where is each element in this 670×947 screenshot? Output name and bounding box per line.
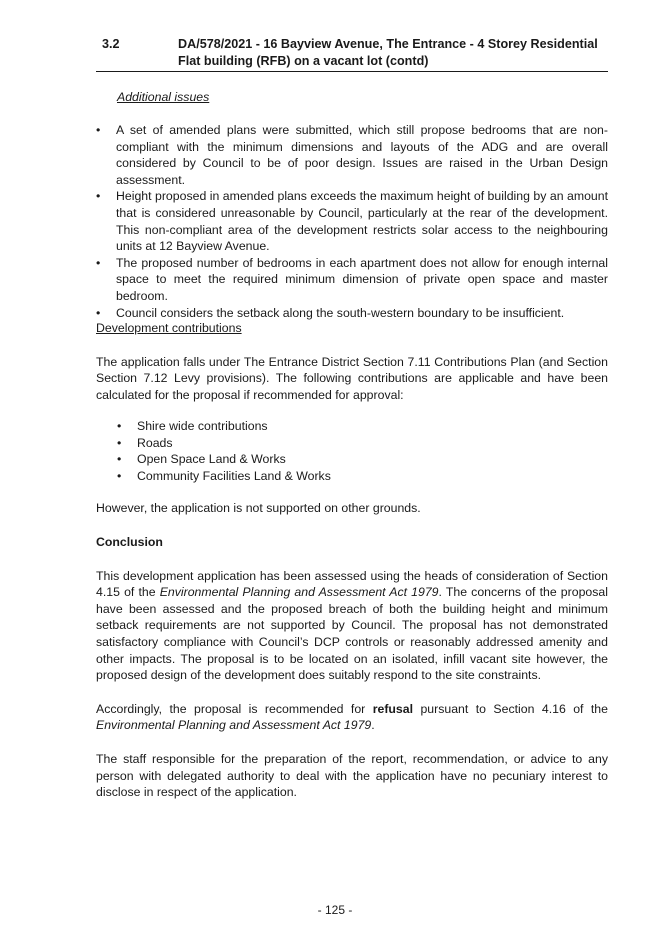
act-name: Environmental Planning and Assessment Act 1979	[159, 585, 439, 600]
refusal-term: refusal	[372, 701, 414, 716]
contributions-note: However, the application is not supported on other grounds.	[96, 501, 421, 515]
conclusion-paragraph-1	[96, 568, 608, 684]
contributions-list-wrapper	[137, 418, 437, 484]
conclusion-p2-text-b: pursuant to Section 4.16 of the	[413, 701, 608, 716]
additional-issues-list-wrapper	[116, 122, 608, 321]
conclusion-paragraph-3: The staff responsible for the preparation of the report, recommendation, or advice to any person with delegated authority to deal with the application have no pecuniary interest to disclose in respect of the application.	[96, 751, 608, 800]
report-header	[96, 36, 608, 70]
conclusion-paragraph-2	[96, 701, 608, 734]
conclusion-section	[96, 534, 608, 801]
issue-item-4: • Council considers the setback along the south-western boundary to be insufficient.	[116, 305, 608, 322]
header-divider	[96, 71, 608, 72]
contribution-item-2: • Roads	[137, 435, 437, 452]
contributions-note-block	[96, 500, 608, 517]
contribution-item-1: • Shire wide contributions	[137, 418, 437, 435]
issue-item-1: • A set of amended plans were submitted, which still propose bedrooms that are non-compliant with the minimum dimensions and layouts of the ADG and are overall considered by Council to be of poor design. Issues are raised in the Urban Design assessment.	[116, 122, 608, 188]
issue-item-2: • Height proposed in amended plans exceeds the maximum height of building by an amount that is considered unreasonable by Council, particularly at the rear of the development. This non-compliant area of the development restricts solar access to the neighbouring units at 12 Bayview Avenue.	[116, 188, 608, 254]
development-contributions-section	[96, 320, 608, 403]
issue-item-3: • The proposed number of bedrooms in each apartment does not allow for enough internal space to meet the required minimum dimension of private open space and master bedroom.	[116, 255, 608, 305]
conclusion-p1-text-a: This development application has been assessed using the heads of consideration of Section 4.15 of the	[96, 568, 608, 600]
development-contributions-heading: Development contributions	[96, 321, 242, 335]
conclusion-p1-text-b: . The concerns of the proposal have been assessed and the proposed breach of both the building height and minimum setback requirements are not supported by Council. The proposal has not demonstrated satisfactory compliance with Council’s DCP controls or reasonably addressed amenity and other impacts. The proposal is to be located on an isolated, infill vacant site however, the proposed design of the development does suitably respond to the site constraints.	[96, 585, 608, 683]
section-number: 3.2	[102, 37, 120, 51]
additional-issues-heading: Additional issues	[117, 90, 210, 104]
report-title: DA/578/2021 - 16 Bayview Avenue, The Entrance - 4 Storey Residential Flat building (RFB) on a vacant lot (contd)	[178, 37, 598, 68]
additional-issues-section	[96, 89, 608, 106]
contribution-item-3: • Open Space Land & Works	[137, 451, 437, 468]
page-number: - 125 -	[317, 903, 353, 917]
contributions-list	[137, 418, 437, 484]
conclusion-p2-text-a: Accordingly, the proposal is recommended for	[96, 701, 373, 716]
conclusion-heading: Conclusion	[96, 535, 163, 549]
act-name-2: Environmental Planning and Assessment Act 1979	[96, 718, 372, 733]
contribution-item-4: • Community Facilities Land & Works	[137, 468, 437, 485]
conclusion-p2-text-c: .	[371, 718, 375, 733]
additional-issues-list	[116, 122, 608, 321]
contributions-intro: The application falls under The Entrance District Section 7.11 Contributions Plan (and Section Section 7.12 Levy provisions). The following contributions are applicable and have been calculated for the proposal if recommended for approval:	[96, 354, 608, 402]
